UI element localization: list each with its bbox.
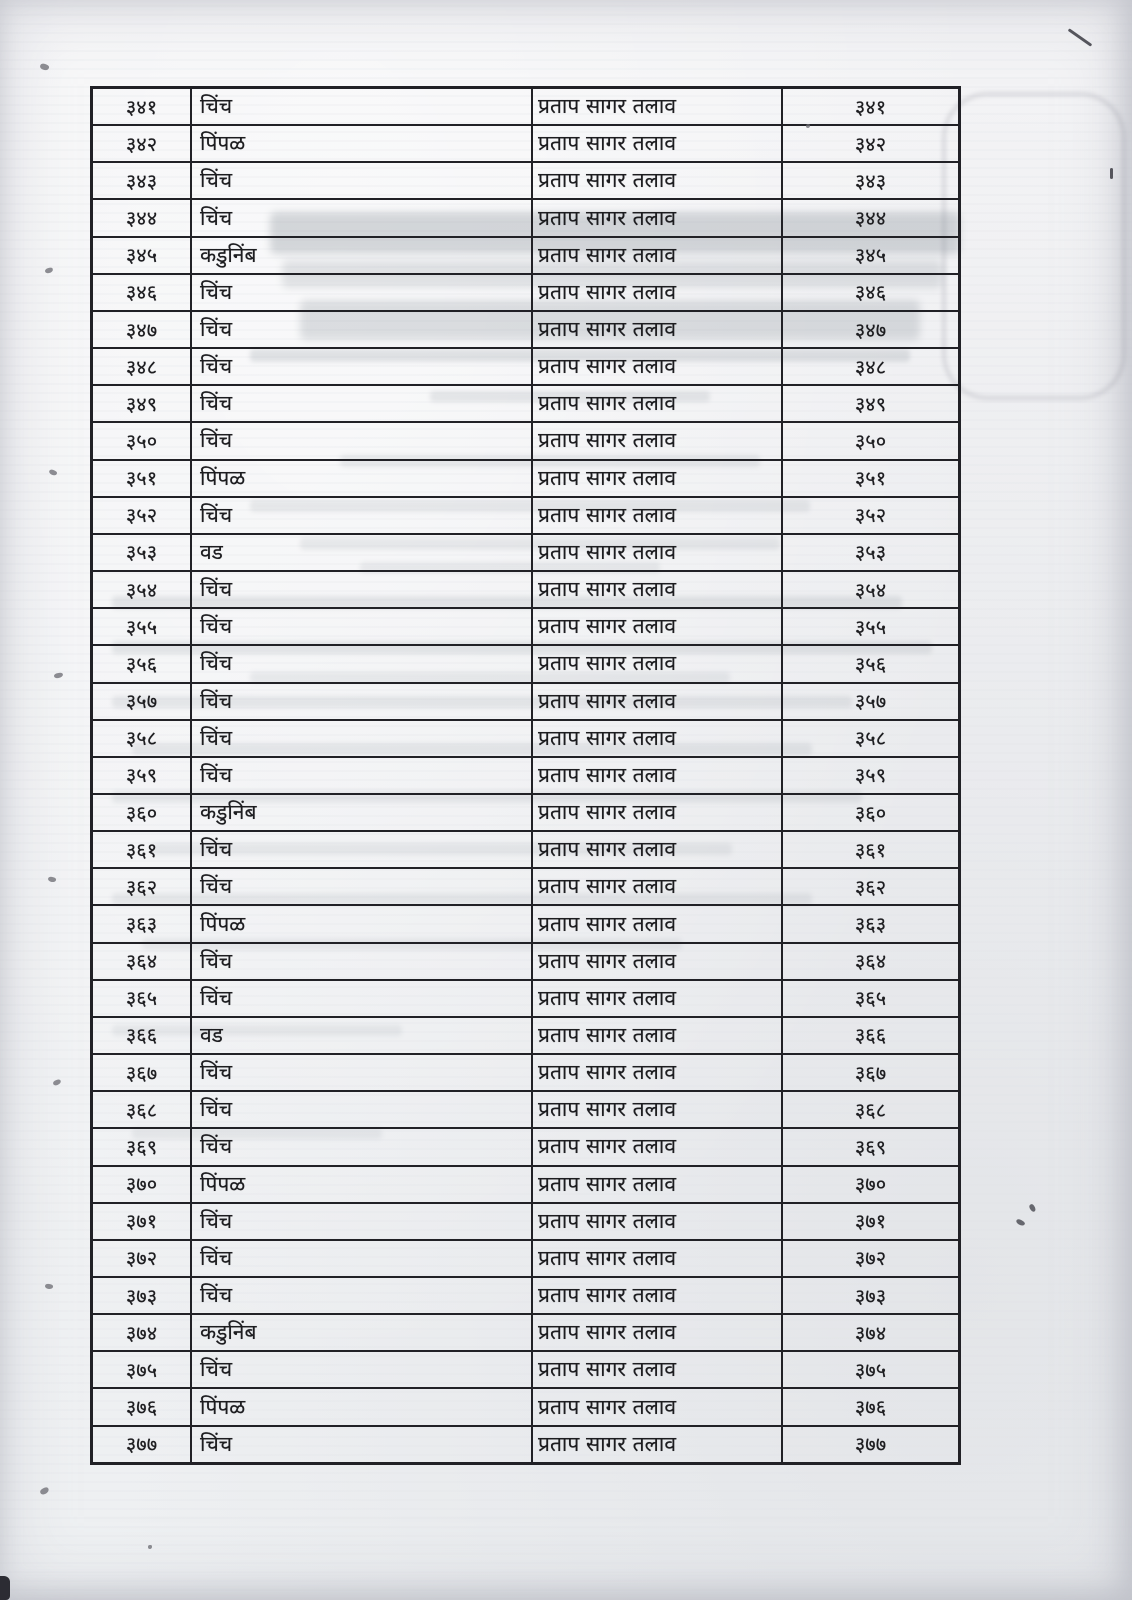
serial-number-repeat-cell: ३६२ bbox=[781, 869, 958, 904]
serial-number-repeat-cell: ३४४ bbox=[781, 200, 958, 235]
table-row bbox=[93, 236, 958, 273]
serial-number-cell: ३५५ bbox=[125, 614, 158, 639]
tree-name-cell: चिंच bbox=[190, 163, 531, 198]
serial-number-repeat-cell: ३४६ bbox=[781, 275, 958, 310]
serial-number-repeat-cell: ३४८ bbox=[781, 349, 958, 384]
serial-number-cell: ३५१ bbox=[125, 466, 158, 491]
serial-number-repeat-cell: ३७५ bbox=[781, 1352, 958, 1387]
tree-name-cell: चिंच bbox=[190, 609, 531, 644]
serial-number-repeat-cell: ३५४ bbox=[781, 572, 958, 607]
location-cell: प्रताप सागर तलाव bbox=[531, 349, 781, 384]
location-cell: प्रताप सागर तलाव bbox=[531, 461, 781, 496]
tree-name-cell: वड bbox=[190, 1018, 531, 1053]
scan-speck bbox=[52, 1079, 61, 1086]
serial-number-repeat-cell: ३४२ bbox=[781, 126, 958, 161]
table-row bbox=[93, 570, 958, 607]
pen-stroke bbox=[1068, 28, 1093, 47]
serial-number-cell: ३५६ bbox=[125, 651, 158, 676]
tree-name-cell: चिंच bbox=[190, 832, 531, 867]
location-cell: प्रताप सागर तलाव bbox=[531, 758, 781, 793]
tree-name-cell: चिंच bbox=[190, 312, 531, 347]
tree-name-cell: चिंच bbox=[190, 981, 531, 1016]
scan-speck bbox=[44, 267, 53, 274]
table-row bbox=[93, 89, 958, 124]
serial-number-cell: ३५७ bbox=[125, 689, 158, 714]
serial-number-repeat-cell: ३५१ bbox=[781, 461, 958, 496]
location-cell: प्रताप सागर तलाव bbox=[531, 721, 781, 756]
serial-number-repeat-cell: ३६७ bbox=[781, 1055, 958, 1090]
table-row bbox=[93, 1090, 958, 1127]
serial-number-repeat-cell: ३५८ bbox=[781, 721, 958, 756]
tree-name-cell: चिंच bbox=[190, 869, 531, 904]
serial-number-cell: ३५३ bbox=[125, 540, 158, 565]
table-row bbox=[93, 161, 958, 198]
serial-number-cell: ३७७ bbox=[125, 1432, 158, 1457]
tree-name-cell: चिंच bbox=[190, 1241, 531, 1276]
serial-number-cell: ३६२ bbox=[125, 874, 158, 899]
serial-number-cell: ३७३ bbox=[125, 1283, 158, 1308]
table-row bbox=[93, 719, 958, 756]
serial-number-cell: ३७५ bbox=[125, 1357, 158, 1382]
tree-name-cell: चिंच bbox=[190, 386, 531, 421]
table-row bbox=[93, 124, 958, 161]
serial-number-cell: ३६९ bbox=[125, 1134, 158, 1159]
scan-speck bbox=[39, 1486, 50, 1495]
bleed-frame-outline bbox=[942, 92, 1126, 400]
serial-number-cell: ३४१ bbox=[125, 94, 158, 119]
tree-name-cell: पिंपळ bbox=[190, 126, 531, 161]
serial-number-repeat-cell: ३७१ bbox=[781, 1204, 958, 1239]
tree-name-cell: पिंपळ bbox=[190, 461, 531, 496]
serial-number-repeat-cell: ३४१ bbox=[781, 89, 958, 124]
serial-number-repeat-cell: ३६१ bbox=[781, 832, 958, 867]
table-row bbox=[93, 979, 958, 1016]
location-cell: प्रताप सागर तलाव bbox=[531, 646, 781, 681]
serial-number-cell: ३७२ bbox=[125, 1246, 158, 1271]
location-cell: प्रताप सागर तलाव bbox=[531, 869, 781, 904]
tree-name-cell: पिंपळ bbox=[190, 1389, 531, 1424]
serial-number-cell: ३६८ bbox=[125, 1097, 158, 1122]
serial-number-repeat-cell: ३६८ bbox=[781, 1092, 958, 1127]
location-cell: प्रताप सागर तलाव bbox=[531, 89, 781, 124]
table-row bbox=[93, 273, 958, 310]
serial-number-cell: ३६१ bbox=[125, 837, 158, 862]
tree-name-cell: चिंच bbox=[190, 423, 531, 458]
location-cell: प्रताप सागर तलाव bbox=[531, 1241, 781, 1276]
serial-number-cell: ३५२ bbox=[125, 503, 158, 528]
serial-number-cell: ३५० bbox=[125, 428, 158, 453]
ink-mark bbox=[1015, 1218, 1025, 1227]
serial-number-repeat-cell: ३५७ bbox=[781, 684, 958, 719]
serial-number-repeat-cell: ३७३ bbox=[781, 1278, 958, 1313]
table-row bbox=[93, 496, 958, 533]
table-row bbox=[93, 682, 958, 719]
location-cell: प्रताप सागर तलाव bbox=[531, 423, 781, 458]
location-cell: प्रताप सागर तलाव bbox=[531, 498, 781, 533]
serial-number-cell: ३४६ bbox=[125, 280, 158, 305]
location-cell: प्रताप सागर तलाव bbox=[531, 572, 781, 607]
location-cell: प्रताप सागर तलाव bbox=[531, 200, 781, 235]
serial-number-repeat-cell: ३५९ bbox=[781, 758, 958, 793]
serial-number-repeat-cell: ३७७ bbox=[781, 1427, 958, 1462]
tree-name-cell: चिंच bbox=[190, 1092, 531, 1127]
tree-name-cell: कडुनिंब bbox=[190, 1315, 531, 1350]
table-row bbox=[93, 310, 958, 347]
serial-number-repeat-cell: ३७४ bbox=[781, 1315, 958, 1350]
serial-number-cell: ३६३ bbox=[125, 912, 158, 937]
table-row bbox=[93, 607, 958, 644]
table-row bbox=[93, 1165, 958, 1202]
tree-name-cell: चिंच bbox=[190, 1352, 531, 1387]
serial-number-repeat-cell: ३४५ bbox=[781, 238, 958, 273]
serial-number-cell: ३४८ bbox=[125, 354, 158, 379]
serial-number-cell: ३६७ bbox=[125, 1060, 158, 1085]
scan-speck bbox=[45, 1283, 54, 1289]
ink-mark bbox=[1028, 1203, 1037, 1212]
serial-number-cell: ३४५ bbox=[125, 243, 158, 268]
location-cell: प्रताप सागर तलाव bbox=[531, 1352, 781, 1387]
scan-speck bbox=[48, 469, 57, 477]
tree-name-cell: चिंच bbox=[190, 944, 531, 979]
table-row bbox=[93, 1127, 958, 1164]
location-cell: प्रताप सागर तलाव bbox=[531, 906, 781, 941]
serial-number-repeat-cell: ३४७ bbox=[781, 312, 958, 347]
location-cell: प्रताप सागर तलाव bbox=[531, 795, 781, 830]
serial-number-cell: ३४९ bbox=[125, 391, 158, 416]
serial-number-cell: ३५४ bbox=[125, 577, 158, 602]
table-row bbox=[93, 198, 958, 235]
table-row bbox=[93, 1276, 958, 1313]
tree-name-cell: चिंच bbox=[190, 758, 531, 793]
table-row bbox=[93, 1425, 958, 1462]
tree-name-cell: पिंपळ bbox=[190, 1167, 531, 1202]
table-row bbox=[93, 459, 958, 496]
location-cell: प्रताप सागर तलाव bbox=[531, 1167, 781, 1202]
location-cell: प्रताप सागर तलाव bbox=[531, 1204, 781, 1239]
serial-number-repeat-cell: ३६० bbox=[781, 795, 958, 830]
location-cell: प्रताप सागर तलाव bbox=[531, 1018, 781, 1053]
location-cell: प्रताप सागर तलाव bbox=[531, 1092, 781, 1127]
tree-name-cell: कडुनिंब bbox=[190, 795, 531, 830]
tree-name-cell: चिंच bbox=[190, 275, 531, 310]
location-cell: प्रताप सागर तलाव bbox=[531, 1389, 781, 1424]
location-cell: प्रताप सागर तलाव bbox=[531, 238, 781, 273]
serial-number-repeat-cell: ३५३ bbox=[781, 535, 958, 570]
table-row bbox=[93, 830, 958, 867]
table-row bbox=[93, 756, 958, 793]
tree-name-cell: चिंच bbox=[190, 1204, 531, 1239]
serial-number-cell: ३७० bbox=[125, 1172, 158, 1197]
table-row bbox=[93, 347, 958, 384]
scan-speck bbox=[39, 63, 50, 72]
serial-number-repeat-cell: ३५२ bbox=[781, 498, 958, 533]
tree-name-cell: पिंपळ bbox=[190, 906, 531, 941]
table-row bbox=[93, 1202, 958, 1239]
tree-name-cell: चिंच bbox=[190, 1427, 531, 1462]
tree-name-cell: चिंच bbox=[190, 1055, 531, 1090]
tree-name-cell: चिंच bbox=[190, 1278, 531, 1313]
serial-number-repeat-cell: ३६६ bbox=[781, 1018, 958, 1053]
location-cell: प्रताप सागर तलाव bbox=[531, 832, 781, 867]
location-cell: प्रताप सागर तलाव bbox=[531, 126, 781, 161]
table-row bbox=[93, 1239, 958, 1276]
serial-number-cell: ३७६ bbox=[125, 1395, 158, 1420]
table-row bbox=[93, 793, 958, 830]
pen-stroke bbox=[1110, 168, 1113, 179]
serial-number-repeat-cell: ३६३ bbox=[781, 906, 958, 941]
table-row bbox=[93, 942, 958, 979]
table-row bbox=[93, 1387, 958, 1424]
table-row bbox=[93, 533, 958, 570]
location-cell: प्रताप सागर तलाव bbox=[531, 1315, 781, 1350]
scan-speck bbox=[148, 1545, 152, 1549]
serial-number-cell: ३६५ bbox=[125, 986, 158, 1011]
location-cell: प्रताप सागर तलाव bbox=[531, 535, 781, 570]
serial-number-repeat-cell: ३६४ bbox=[781, 944, 958, 979]
table-row bbox=[93, 421, 958, 458]
scan-speck bbox=[47, 876, 56, 883]
serial-number-cell: ३४३ bbox=[125, 168, 158, 193]
table-row bbox=[93, 867, 958, 904]
location-cell: प्रताप सागर तलाव bbox=[531, 1278, 781, 1313]
table-row bbox=[93, 904, 958, 941]
table-row bbox=[93, 1313, 958, 1350]
tree-name-cell: चिंच bbox=[190, 1129, 531, 1164]
serial-number-repeat-cell: ३५० bbox=[781, 423, 958, 458]
location-cell: प्रताप सागर तलाव bbox=[531, 609, 781, 644]
tree-name-cell: कडुनिंब bbox=[190, 238, 531, 273]
location-cell: प्रताप सागर तलाव bbox=[531, 386, 781, 421]
serial-number-cell: ३५९ bbox=[125, 763, 158, 788]
serial-number-repeat-cell: ३५५ bbox=[781, 609, 958, 644]
location-cell: प्रताप सागर तलाव bbox=[531, 981, 781, 1016]
tree-census-table bbox=[90, 86, 961, 1465]
tree-name-cell: चिंच bbox=[190, 200, 531, 235]
location-cell: प्रताप सागर तलाव bbox=[531, 684, 781, 719]
serial-number-repeat-cell: ३४३ bbox=[781, 163, 958, 198]
serial-number-cell: ३७१ bbox=[125, 1209, 158, 1234]
location-cell: प्रताप सागर तलाव bbox=[531, 1129, 781, 1164]
serial-number-repeat-cell: ३४९ bbox=[781, 386, 958, 421]
table-row bbox=[93, 1016, 958, 1053]
serial-number-cell: ३७४ bbox=[125, 1320, 158, 1345]
tree-name-cell: चिंच bbox=[190, 646, 531, 681]
serial-number-repeat-cell: ३६५ bbox=[781, 981, 958, 1016]
serial-number-repeat-cell: ३७२ bbox=[781, 1241, 958, 1276]
tree-name-cell: वड bbox=[190, 535, 531, 570]
location-cell: प्रताप सागर तलाव bbox=[531, 312, 781, 347]
table-row bbox=[93, 1350, 958, 1387]
serial-number-cell: ३५८ bbox=[125, 726, 158, 751]
table-row bbox=[93, 1053, 958, 1090]
tree-name-cell: चिंच bbox=[190, 572, 531, 607]
serial-number-cell: ३४७ bbox=[125, 317, 158, 342]
location-cell: प्रताप सागर तलाव bbox=[531, 275, 781, 310]
tree-name-cell: चिंच bbox=[190, 498, 531, 533]
serial-number-cell: ३६४ bbox=[125, 949, 158, 974]
location-cell: प्रताप सागर तलाव bbox=[531, 1055, 781, 1090]
serial-number-cell: ३६६ bbox=[125, 1023, 158, 1048]
tree-name-cell: चिंच bbox=[190, 721, 531, 756]
serial-number-repeat-cell: ३५६ bbox=[781, 646, 958, 681]
serial-number-cell: ३६० bbox=[125, 800, 158, 825]
serial-number-repeat-cell: ३६९ bbox=[781, 1129, 958, 1164]
scan-edge-mark bbox=[0, 1576, 10, 1600]
tree-name-cell: चिंच bbox=[190, 349, 531, 384]
serial-number-repeat-cell: ३७० bbox=[781, 1167, 958, 1202]
location-cell: प्रताप सागर तलाव bbox=[531, 163, 781, 198]
location-cell: प्रताप सागर तलाव bbox=[531, 1427, 781, 1462]
serial-number-cell: ३४२ bbox=[125, 131, 158, 156]
serial-number-repeat-cell: ३७६ bbox=[781, 1389, 958, 1424]
table-row bbox=[93, 384, 958, 421]
tree-name-cell: चिंच bbox=[190, 684, 531, 719]
serial-number-cell: ३४४ bbox=[125, 206, 158, 231]
scan-speck bbox=[54, 672, 64, 678]
table-row bbox=[93, 644, 958, 681]
location-cell: प्रताप सागर तलाव bbox=[531, 944, 781, 979]
tree-name-cell: चिंच bbox=[190, 89, 531, 124]
